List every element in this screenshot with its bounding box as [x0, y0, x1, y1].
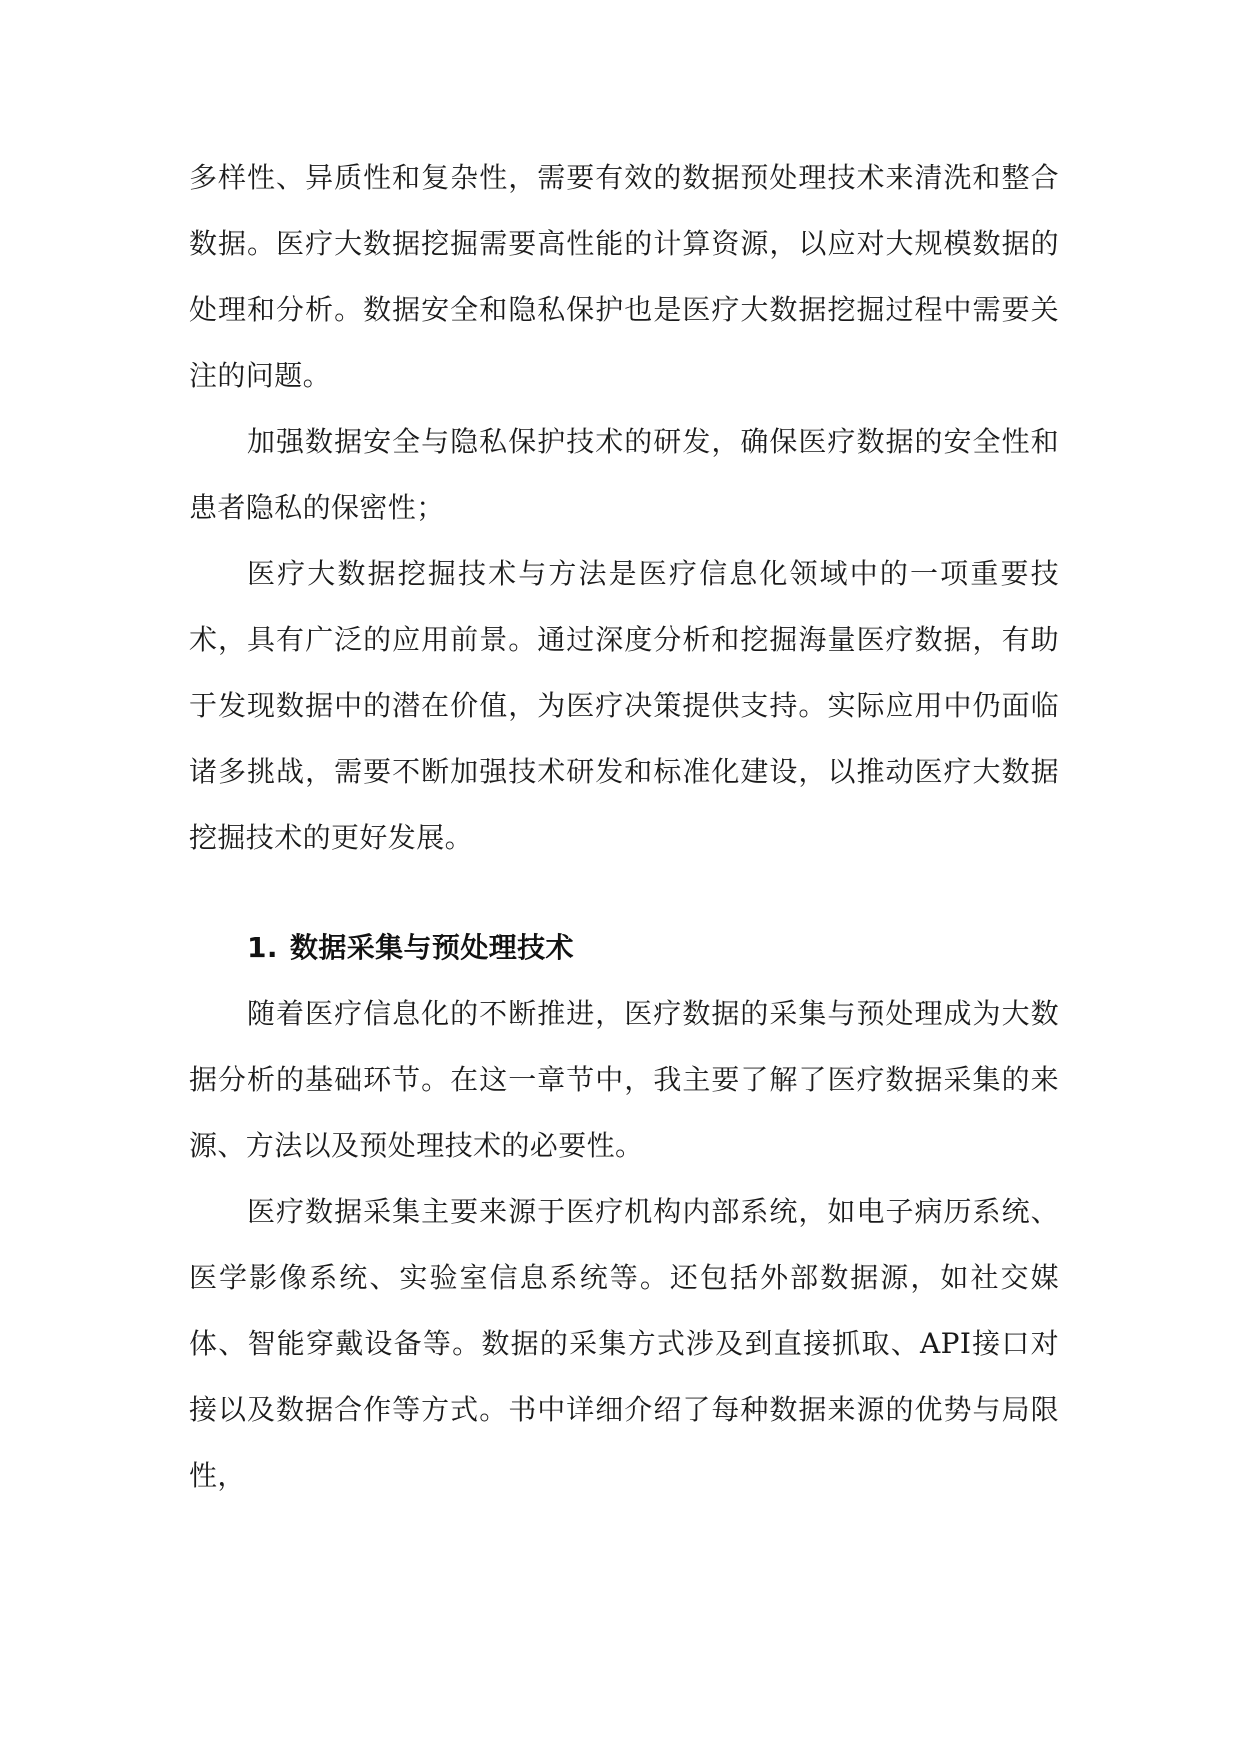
paragraph-mining-summary: 医疗大数据挖掘技术与方法是医疗信息化领域中的一项重要技术，具有广泛的应用前景。通过深度分析和挖掘海量医疗数据，有助于发现数据中的潜在价值，为医疗决策提供支持。实际应用中仍面临诸多挑战，需要不断加强技术研发和标准化建设，以推动医疗大数据挖掘技术的更好发展。	[189, 557, 1059, 854]
paragraph-collection-sources: 医疗数据采集主要来源于医疗机构内部系统，如电子病历系统、医学影像系统、实验室信息系统等。还包括外部数据源，如社交媒体、智能穿戴设备等。数据的采集方式涉及到直接抓取、API接口对接以及数据合作等方式。书中详细介绍了每种数据来源的优势与局限性，	[189, 1195, 1059, 1492]
section-title: 数据采集与预处理技术	[289, 931, 574, 964]
paragraph-collection-intro: 随着医疗信息化的不断推进，医疗数据的采集与预处理成为大数据分析的基础环节。在这一章节中，我主要了解了医疗数据采集的来源、方法以及预处理技术的必要性。	[189, 997, 1059, 1162]
paragraph-data-diversity: 多样性、异质性和复杂性，需要有效的数据预处理技术来清洗和整合数据。医疗大数据挖掘需要高性能的计算资源，以应对大规模数据的处理和分析。数据安全和隐私保护也是医疗大数据挖掘过程中需要关注的问题。	[189, 161, 1059, 392]
section-heading	[189, 915, 1059, 981]
section-number: 1.	[247, 931, 278, 964]
paragraph-security-privacy: 加强数据安全与隐私保护技术的研发，确保医疗数据的安全性和患者隐私的保密性；	[189, 425, 1059, 524]
document-body	[189, 145, 1059, 1509]
